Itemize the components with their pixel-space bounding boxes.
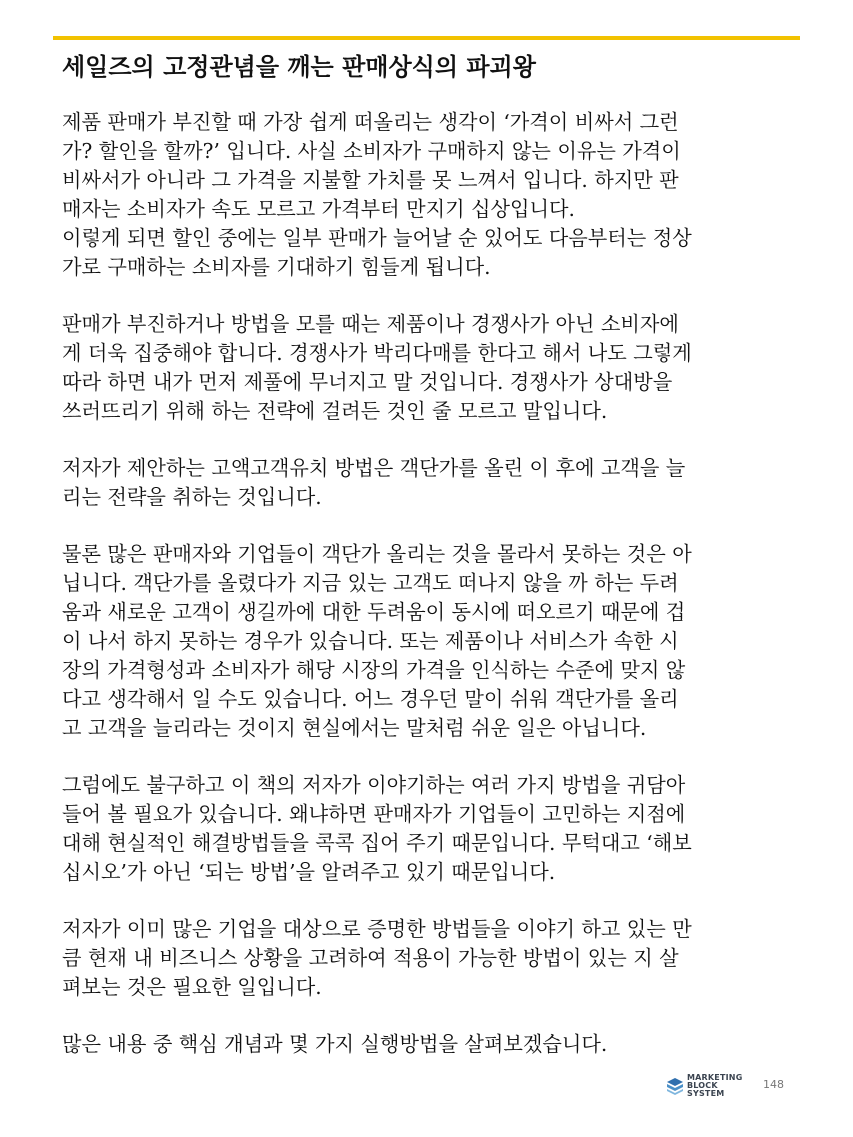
logo-wordmark <box>687 1074 742 1098</box>
text-line: 물론 많은 판매자와 기업들이 객단가 올리는 것을 몰라서 못하는 것은 아 <box>62 542 692 566</box>
paragraph <box>62 1030 797 1059</box>
text-line: 판매가 부진하거나 방법을 모를 때는 제품이나 경쟁사가 아닌 소비자에 <box>62 312 679 336</box>
text-line: 많은 내용 중 핵심 개념과 몇 가지 실행방법을 살펴보겠습니다. <box>62 1032 608 1056</box>
paragraph <box>62 771 797 887</box>
paragraph <box>62 310 797 426</box>
text-line: 리는 전략을 취하는 것입니다. <box>62 485 322 509</box>
text-line: 저자가 제안하는 고액고객유치 방법은 객단가를 올린 이 후에 고객을 늘 <box>62 456 686 480</box>
text-line: 펴보는 것은 필요한 일입니다. <box>62 975 322 999</box>
text-line: 매자는 소비자가 속도 모르고 가격부터 만지기 십상입니다. <box>62 197 575 221</box>
text-line: 이렇게 되면 할인 중에는 일부 판매가 늘어날 순 있어도 다음부터는 정상 <box>62 226 692 250</box>
text-line: 저자가 이미 많은 기업을 대상으로 증명한 방법들을 이야기 하고 있는 만 <box>62 917 692 941</box>
text-line: 장의 가격형성과 소비자가 해당 시장의 가격을 인식하는 수준에 맞지 않 <box>62 658 686 682</box>
logo-line: MARKETING <box>687 1073 743 1082</box>
text-line: 움과 새로운 고객이 생길까에 대한 두려움이 동시에 떠오르기 때문에 겁 <box>62 600 686 624</box>
text-line: 가로 구매하는 소비자를 기대하기 힘들게 됩니다. <box>62 255 491 279</box>
paragraph <box>62 915 797 1002</box>
logo-line: BLOCK <box>687 1081 718 1090</box>
stacked-blocks-icon <box>666 1077 684 1095</box>
page-number: 148 <box>763 1078 784 1091</box>
body-text <box>62 108 797 1087</box>
logo-line: SYSTEM <box>687 1089 725 1098</box>
text-line: 다고 생각해서 일 수도 있습니다. 어느 경우던 말이 쉬워 객단가를 올리 <box>62 687 679 711</box>
text-line: 큼 현재 내 비즈니스 상황을 고려하여 적용이 가능한 방법이 있는 지 살 <box>62 946 679 970</box>
text-line: 들어 볼 필요가 있습니다. 왜냐하면 판매자가 기업들이 고민하는 지점에 <box>62 802 686 826</box>
paragraph <box>62 108 797 282</box>
text-line: 비싸서가 아니라 그 가격을 지불할 가치를 못 느껴서 입니다. 하지만 판 <box>62 168 679 192</box>
text-line: 닙니다. 객단가를 올렸다가 지금 있는 고객도 떠나지 않을 까 하는 두려 <box>62 571 679 595</box>
text-line: 제품 판매가 부진할 때 가장 쉽게 떠올리는 생각이 ‘가격이 비싸서 그런 <box>62 110 679 134</box>
top-accent-rule <box>53 36 800 40</box>
page-title: 세일즈의 고정관념을 깨는 판매상식의 파괴왕 <box>62 53 536 81</box>
text-line: 가? 할인을 할까?’ 입니다. 사실 소비자가 구매하지 않는 이유는 가격이 <box>62 139 681 163</box>
paragraph <box>62 540 797 743</box>
text-line: 고 고객을 늘리라는 것이지 현실에서는 말처럼 쉬운 일은 아닙니다. <box>62 716 647 740</box>
footer-logo <box>666 1072 742 1100</box>
text-line: 쓰러뜨리기 위해 하는 전략에 걸려든 것인 줄 모르고 말입니다. <box>62 399 608 423</box>
text-line: 이 나서 하지 못하는 경우가 있습니다. 또는 제품이나 서비스가 속한 시 <box>62 629 679 653</box>
text-line: 대해 현실적인 해결방법들을 콕콕 집어 주기 때문입니다. 무턱대고 ‘해보 <box>62 831 692 855</box>
paragraph <box>62 454 797 512</box>
text-line: 게 더욱 집중해야 합니다. 경쟁사가 박리다매를 한다고 해서 나도 그렇게 <box>62 341 692 365</box>
text-line: 따라 하면 내가 먼저 제풀에 무너지고 말 것입니다. 경쟁사가 상대방을 <box>62 370 673 394</box>
text-line: 그럼에도 불구하고 이 책의 저자가 이야기하는 여러 가지 방법을 귀담아 <box>62 773 686 797</box>
text-line: 십시오’가 아닌 ‘되는 방법’을 알려주고 있기 때문입니다. <box>62 860 556 884</box>
